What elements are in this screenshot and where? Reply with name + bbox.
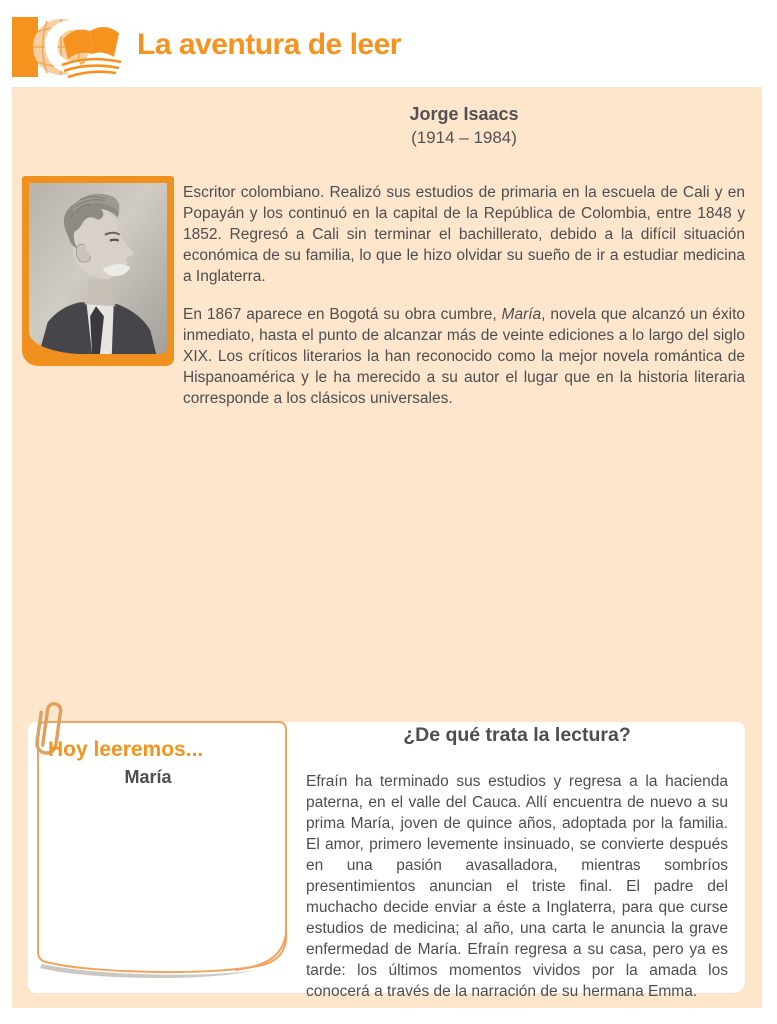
- author-name: Jorge Isaacs: [409, 104, 519, 124]
- reading-synopsis-text: Efraín ha terminado sus estudios y regresa a la hacienda paterna, en el valle del Cauca. Allí encuentra de nuevo a su prima María, joven de quince años, adoptada por la familia. El amor, primero levemente insinuado, se convierte después en una pasión avasalladora, mientras sombríos presentimientos anuncian el triste final. El padre del muchacho decide enviar a éste a Inglaterra, para que curse estudios de medicina; al año, una carta le anuncia la grave enfermedad de María. Efraín regresa a su casa, pero ya es tarde: los últimos momentos vividos por la amada los conocerá a través de la narración de su hermana Emma.: [306, 773, 728, 1000]
- today-reading-book-title: María: [124, 767, 172, 787]
- bio-p2-book-title: María: [501, 306, 542, 323]
- today-reading-label: Hoy leeremos...: [48, 738, 204, 761]
- author-bio: [183, 182, 745, 426]
- globe-open-book-icon: [12, 9, 126, 85]
- bio-paragraph-1: Escritor colombiano. Realizó sus estudios de primaria en la escuela de Cali y en Popayán y los continuó en la capital de la República de Colombia, entre 1848 y 1852. Regresó a Cali sin terminar el bachillerato, debido a la difícil situación económica de su familia, lo que le hizo olvidar su sueño de ir a estudiar medicina a Inglaterra.: [183, 184, 745, 285]
- bio-p2-text: En 1867 aparece en Bogotá su obra cumbre,: [183, 306, 502, 323]
- bio-p2-text-after: , novela que alcanzó un éxito inmediato, hasta el punto de alcanzar más de veinte ediciones a lo largo del siglo XIX. Los críticos literarios la han reconocido como la mejor novela romántica de Hispanoamérica y le ha merecido a su autor el lugar que en la historia literaria corresponde a los clásicos universales.: [183, 306, 746, 407]
- author-portrait: [22, 176, 174, 366]
- reading-synopsis-block: [306, 724, 728, 1002]
- portrait-image: [29, 183, 167, 354]
- author-dates: (1914 – 1984): [411, 128, 517, 147]
- bio-paragraph-2: [183, 304, 745, 409]
- reading-synopsis-heading: ¿De qué trata la lectura?: [403, 724, 631, 746]
- page-title: La aventura de leer: [137, 28, 401, 61]
